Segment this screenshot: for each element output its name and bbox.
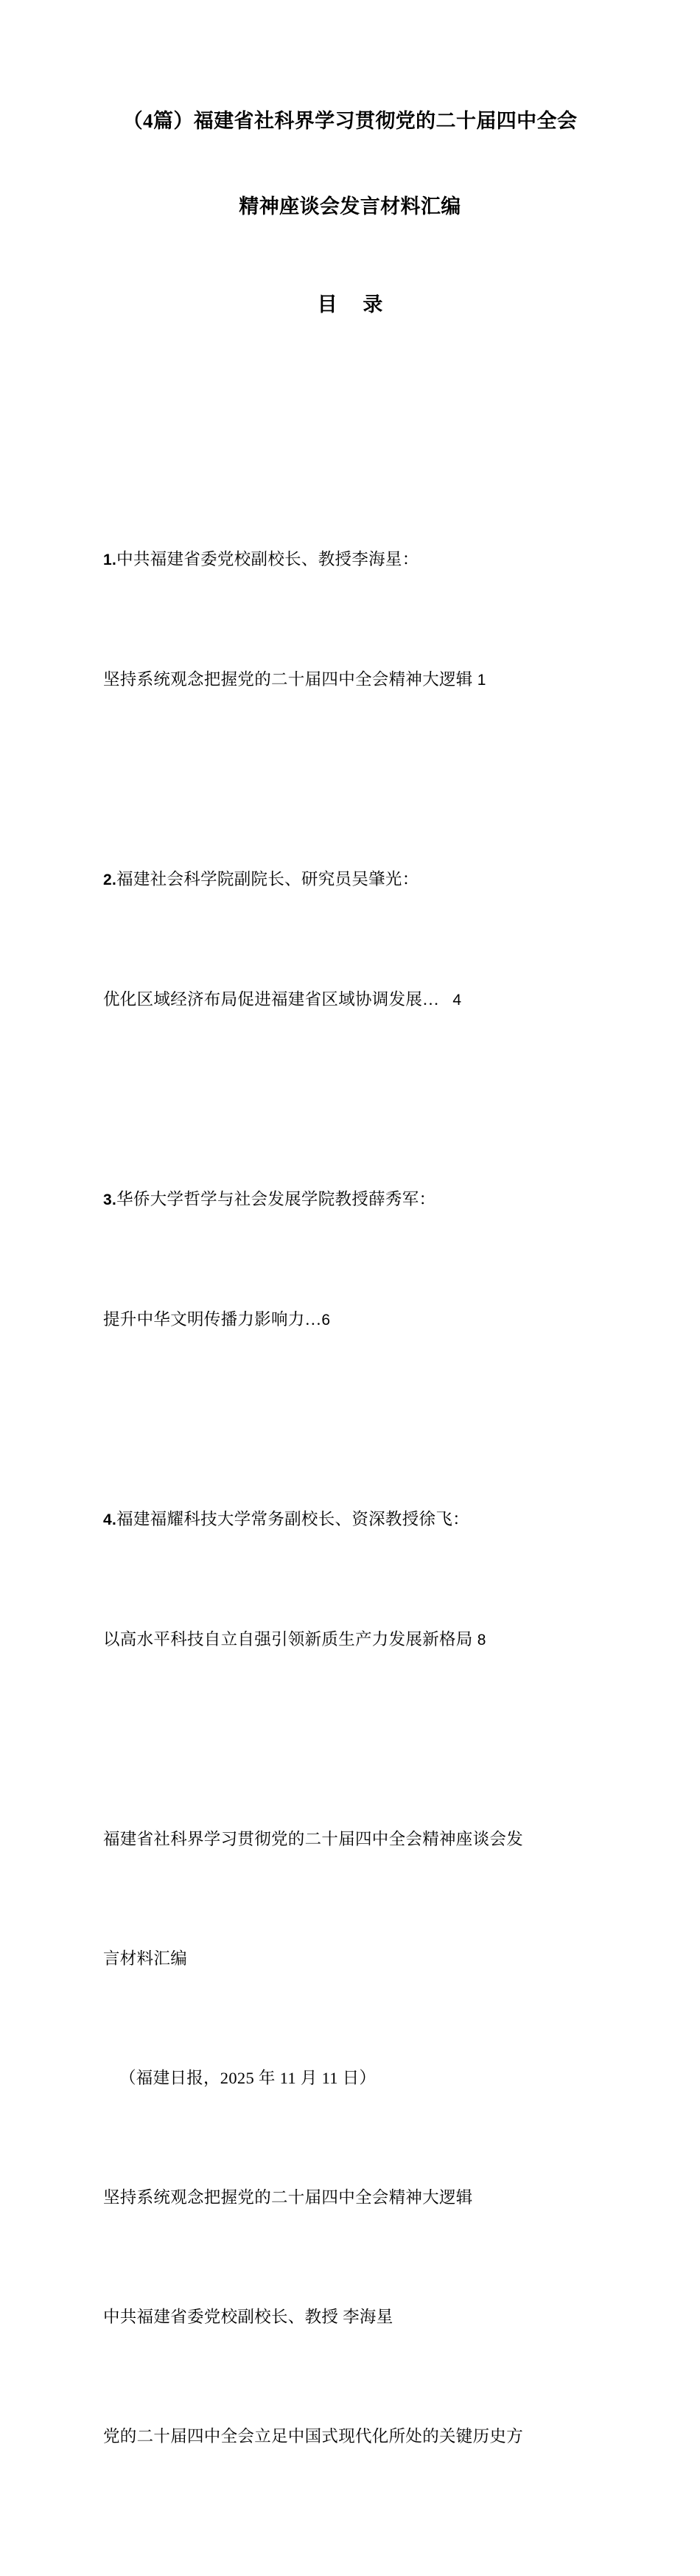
toc-entry-title-line[interactable] — [103, 660, 619, 700]
toc-entry-marker: 4. — [103, 1511, 117, 1528]
toc-entry-marker: 1. — [103, 551, 117, 568]
toc-entry-marker: 3. — [103, 1191, 117, 1208]
toc-entry-speaker: 华侨大学哲学与社会发展学院教授薛秀军： — [116, 1190, 436, 1208]
toc-entry-marker: 2. — [103, 871, 117, 888]
body-text-line: 党的二十届四中全会立足中国式现代化所处的关键历史方 — [103, 2427, 524, 2446]
toc-heading: 目 录 — [317, 293, 393, 316]
page-title-line-2: 精神座谈会发言材料汇编 — [239, 195, 461, 217]
toc-entry-leader: … — [422, 990, 440, 1009]
toc-entry-title: 提升中华文明传播力影响力 — [103, 1310, 305, 1329]
page-title — [0, 109, 700, 220]
body-text-line-article-title: 坚持系统观念把握党的二十届四中全会精神大逻辑 — [103, 2188, 473, 2207]
toc-entry-title: 以高水平科技自立自强引领新质生产力发展新格局 — [103, 1630, 473, 1649]
toc-entry-title-line[interactable] — [103, 1300, 619, 1340]
toc-entry-heading — [103, 540, 619, 580]
body-text-line-byline: 中共福建省委党校副校长、教授 李海星 — [103, 2308, 393, 2326]
document-text-column — [103, 380, 619, 2576]
toc-entry-heading — [103, 1500, 619, 1540]
toc-entry-title: 坚持系统观念把握党的二十届四中全会精神大逻辑 — [103, 670, 473, 689]
toc-entry-title-line[interactable] — [103, 1620, 619, 1660]
body-text-line: 福建省社科界学习贯彻党的二十届四中全会精神座谈会发 — [103, 1830, 524, 1848]
toc-entry-title-line[interactable] — [103, 980, 619, 1020]
toc-entry-page-number: 1 — [477, 672, 486, 689]
toc-entry-speaker: 福建社会科学院副院长、研究员吴肇光： — [116, 870, 419, 888]
toc-entry-speaker: 福建福耀科技大学常务副校长、资深教授徐飞： — [116, 1510, 469, 1528]
toc-entry-heading — [103, 860, 619, 900]
toc-entry-speaker: 中共福建省委党校副校长、教授李海星： — [116, 550, 419, 568]
toc-entry-page-number: 6 — [321, 1312, 331, 1329]
body-text-line-source: （福建日报，2025 年 11 月 11 日） — [119, 2069, 377, 2087]
toc-entry-leader: … — [304, 1310, 322, 1329]
toc-entry-title: 优化区域经济布局促进福建省区域协调发展 — [103, 990, 423, 1009]
page-title-line-1: （4篇）福建省社科界学习贯彻党的二十届四中全会 — [122, 110, 578, 132]
toc-entry-page-number: 8 — [477, 1632, 486, 1649]
toc-entry-page-number: 4 — [452, 992, 462, 1009]
toc-entry-heading — [103, 1180, 619, 1220]
body-text-line: 言材料汇编 — [103, 1949, 188, 1968]
